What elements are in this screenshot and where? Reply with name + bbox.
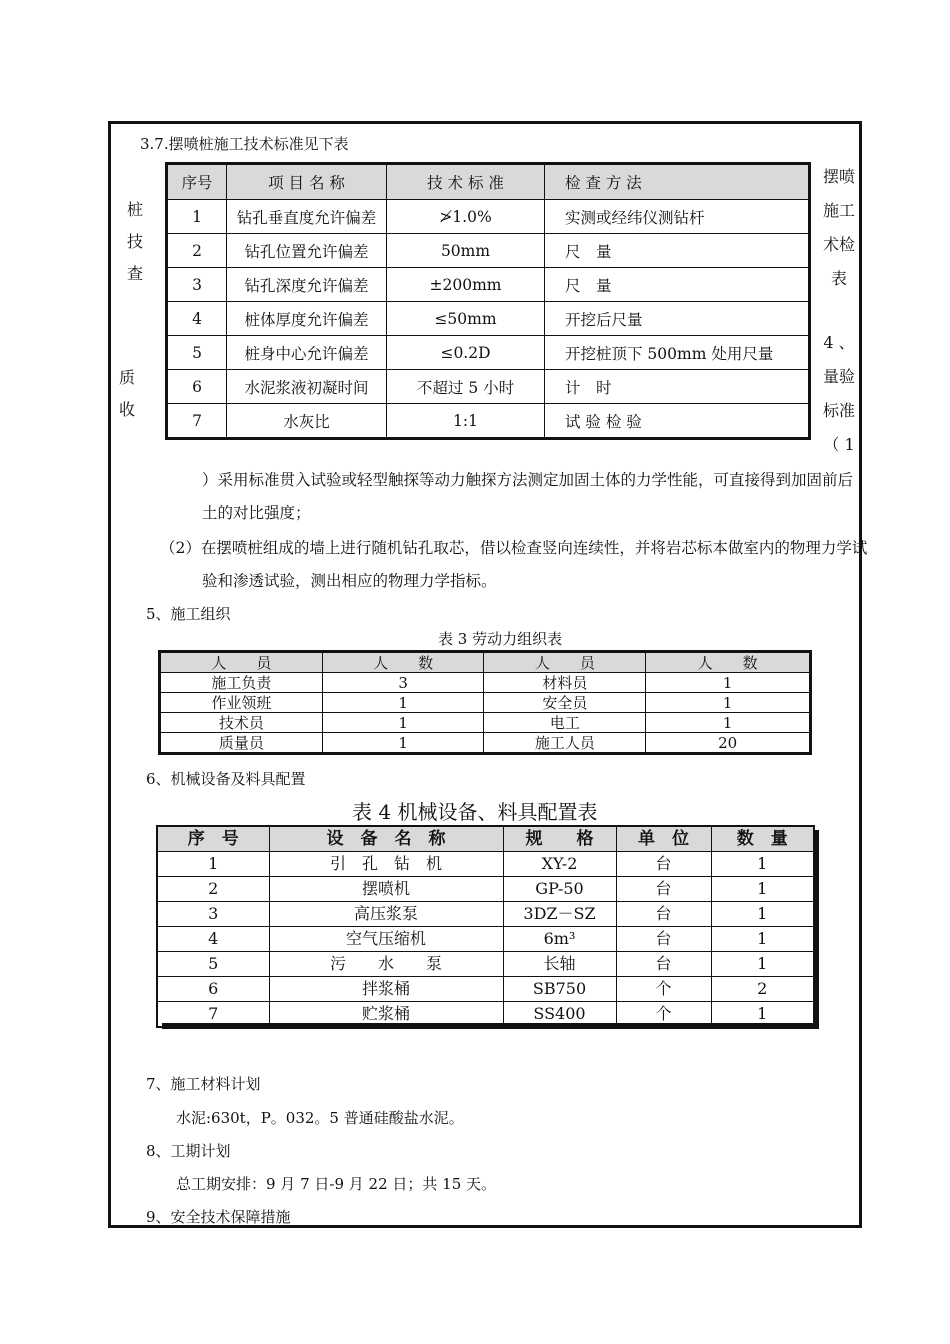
section-7-body: 水泥:630t，P。032。5 普通硅酸盐水泥。: [176, 1109, 464, 1127]
cell: GP-50: [503, 877, 616, 902]
cell: 6m³: [503, 927, 616, 952]
header-cell: 人 数: [646, 652, 811, 673]
header-cell: 人 员: [160, 652, 323, 673]
cell: SB750: [503, 977, 616, 1002]
cell: 2: [157, 877, 269, 902]
cell: 钻孔垂直度允许偏差: [227, 200, 387, 234]
cell: 钻孔位置允许偏差: [227, 234, 387, 268]
cell: 1: [322, 713, 484, 733]
cell: 1: [711, 852, 814, 877]
header-cell: 序 号: [157, 826, 269, 852]
cell: 不超过 5 小时: [387, 370, 545, 404]
para1-line1: ）采用标准贯入试验或轻型触探等动力触探方法测定加固土体的力学性能，可直接得到加固前后: [202, 471, 854, 489]
section-6-title: 6、机械设备及料具配置: [146, 770, 306, 788]
section-5-title: 5、施工组织: [146, 605, 231, 623]
cell: 高压浆泵: [269, 902, 503, 927]
cell: 台: [616, 902, 711, 927]
cell: 技术员: [160, 713, 323, 733]
cell: 4: [157, 927, 269, 952]
cell: 质量员: [160, 733, 323, 754]
cell: ≤50mm: [387, 302, 545, 336]
header-cell: 技 术 标 准: [387, 164, 545, 200]
cell: 台: [616, 927, 711, 952]
standards-table: [165, 162, 811, 440]
header-cell: 单 位: [616, 826, 711, 852]
cell: 施工负责: [160, 673, 323, 693]
header-cell: 项 目 名 称: [227, 164, 387, 200]
labor-table: [158, 650, 812, 755]
cell: 1: [711, 877, 814, 902]
cell: 1: [157, 852, 269, 877]
table-header-row: [160, 652, 811, 673]
section-8-body: 总工期安排：9 月 7 日-9 月 22 日；共 15 天。: [176, 1175, 497, 1193]
cell: 试 验 检 验: [545, 404, 810, 439]
cell: 7: [167, 404, 227, 439]
cell: 钻孔深度允许偏差: [227, 268, 387, 302]
table-row: [157, 877, 814, 902]
left-vertical-top: 桩 技 查: [126, 200, 143, 283]
table-row: [167, 268, 810, 302]
cell: 桩体厚度允许偏差: [227, 302, 387, 336]
table-row: [167, 336, 810, 370]
cell: 1: [711, 1002, 814, 1028]
table-row: [157, 852, 814, 877]
cell: 1: [646, 713, 811, 733]
cell: 长轴: [503, 952, 616, 977]
cell: 1:1: [387, 404, 545, 439]
para1-line2: 土的对比强度；: [202, 504, 311, 522]
cell: SS400: [503, 1002, 616, 1028]
cell: 5: [167, 336, 227, 370]
cell: 3: [322, 673, 484, 693]
table-row: [167, 302, 810, 336]
cell: 个: [616, 977, 711, 1002]
cell: XY-2: [503, 852, 616, 877]
cell: 尺 量: [545, 234, 810, 268]
cell: 空气压缩机: [269, 927, 503, 952]
table-row: [167, 234, 810, 268]
cell: 20: [646, 733, 811, 754]
cell: 台: [616, 952, 711, 977]
table-row: [157, 902, 814, 927]
section-7-title: 7、施工材料计划: [146, 1075, 261, 1093]
para2-line2: 验和渗透试验，测出相应的物理力学指标。: [202, 572, 497, 590]
table-row: [160, 693, 811, 713]
cell: 1: [646, 673, 811, 693]
cell: 1: [167, 200, 227, 234]
table-row: [157, 927, 814, 952]
equipment-table: [156, 825, 815, 1028]
table-header-row: [157, 826, 814, 852]
cell: 1: [322, 693, 484, 713]
header-cell: 人 数: [322, 652, 484, 673]
cell: 桩身中心允许偏差: [227, 336, 387, 370]
table-row: [167, 404, 810, 439]
cell: 2: [711, 977, 814, 1002]
section-9-title: 9、安全技术保障措施: [146, 1208, 291, 1226]
table-row: [167, 370, 810, 404]
cell: 3: [157, 902, 269, 927]
cell: ±200mm: [387, 268, 545, 302]
header-cell: 数 量: [711, 826, 814, 852]
cell: 开挖桩顶下 500mm 处用尺量: [545, 336, 810, 370]
cell: 作业领班: [160, 693, 323, 713]
cell: 贮浆桶: [269, 1002, 503, 1028]
cell: 尺 量: [545, 268, 810, 302]
table-row: [160, 733, 811, 754]
cell: ≤0.2D: [387, 336, 545, 370]
cell: 3DZ－SZ: [503, 902, 616, 927]
left-vertical-bottom: 质 收: [118, 368, 135, 419]
header-cell: 设 备 名 称: [269, 826, 503, 852]
header-cell: 检 查 方 法: [545, 164, 810, 200]
cell: 7: [157, 1002, 269, 1028]
cell: 台: [616, 877, 711, 902]
cell: 4: [167, 302, 227, 336]
cell: 6: [157, 977, 269, 1002]
table-row: [157, 952, 814, 977]
cell: 5: [157, 952, 269, 977]
cell: 开挖后尺量: [545, 302, 810, 336]
header-cell: 人 员: [484, 652, 646, 673]
cell: 1: [711, 902, 814, 927]
cell: 个: [616, 1002, 711, 1028]
cell: 拌浆桶: [269, 977, 503, 1002]
cell: 水灰比: [227, 404, 387, 439]
cell: 3: [167, 268, 227, 302]
right-vertical-top: 摆喷 施工 术检 表: [822, 167, 855, 288]
cell: 1: [646, 693, 811, 713]
cell: 台: [616, 852, 711, 877]
cell: 摆喷机: [269, 877, 503, 902]
cell: 计 时: [545, 370, 810, 404]
right-vertical-bottom: 4 、 量验 标准 （ 1: [822, 333, 855, 454]
cell: ≯1.0%: [387, 200, 545, 234]
cell: 2: [167, 234, 227, 268]
table-row: [160, 713, 811, 733]
header-cell: 序号: [167, 164, 227, 200]
cell: 污 水 泵: [269, 952, 503, 977]
table4-caption: 表 4 机械设备、料具配置表: [352, 800, 598, 824]
section-3-7-title: 3.7.摆喷桩施工技术标准见下表: [140, 135, 349, 153]
table-row: [157, 977, 814, 1002]
cell: 安全员: [484, 693, 646, 713]
cell: 水泥浆液初凝时间: [227, 370, 387, 404]
table-row: [167, 200, 810, 234]
cell: 1: [711, 952, 814, 977]
cell: 1: [322, 733, 484, 754]
table-row: [157, 1002, 814, 1028]
cell: 施工人员: [484, 733, 646, 754]
cell: 50mm: [387, 234, 545, 268]
cell: 6: [167, 370, 227, 404]
cell: 实测或经纬仪测钻杆: [545, 200, 810, 234]
table-header-row: [167, 164, 810, 200]
cell: 材料员: [484, 673, 646, 693]
cell: 电工: [484, 713, 646, 733]
table3-caption: 表 3 劳动力组织表: [438, 630, 563, 648]
section-8-title: 8、工期计划: [146, 1142, 231, 1160]
header-cell: 规 格: [503, 826, 616, 852]
cell: 引 孔 钻 机: [269, 852, 503, 877]
table-row: [160, 673, 811, 693]
cell: 1: [711, 927, 814, 952]
para2-line1: （2）在摆喷桩组成的墙上进行随机钻孔取芯，借以检查竖向连续性，并将岩芯标本做室内的物理力学试: [160, 539, 868, 557]
